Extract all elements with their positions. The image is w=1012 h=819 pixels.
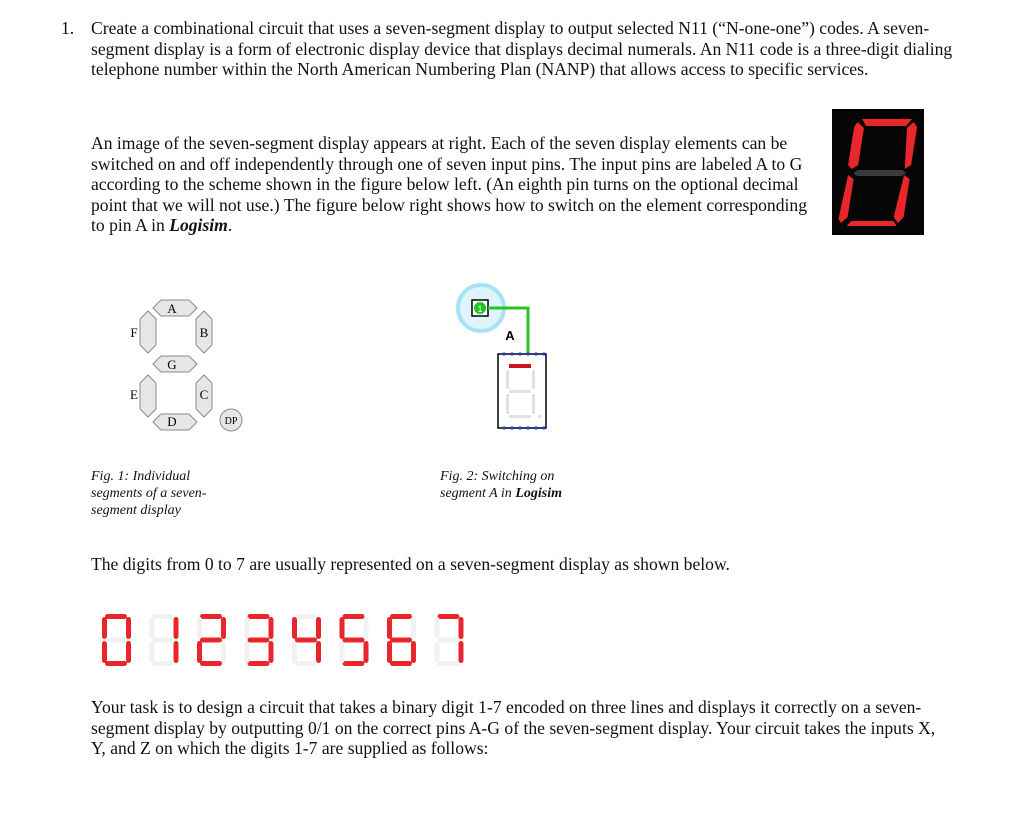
digit-7-segment-b	[459, 617, 464, 639]
segment-label-dp: DP	[224, 416, 238, 427]
paragraph-intro: Create a combinational circuit that uses a seven-segment display to output selected N11 (“N-one-one”) codes. A seven-segment display is a form of electronic display device that displays decimal numerals. An N11 code is a three-digit dialing telephone number within the North American Numbering Plan (NANP) that allows access to specific services.	[91, 18, 953, 79]
digit-3-segment-g	[248, 638, 270, 643]
paragraph-text: An image of the seven-segment display appears at right. Each of the seven display elements can be switched on and off independently through one of seven input pins. The input pins are labeled A to G according to the scheme shown in the figure below left. (An eighth pin turns on the optional decimal point that we will not use.) The figure below right shows how to switch on the element corresponding to pin A in	[91, 133, 808, 235]
seven-segment-photo	[832, 109, 924, 235]
digit-3-segment-d	[248, 661, 270, 666]
digit-7-segment-a	[438, 614, 460, 619]
digit-5-segment-c	[364, 641, 369, 663]
digit-2-segment-g	[200, 638, 222, 643]
paragraph-end: .	[227, 215, 233, 235]
digit-1-segment-a	[153, 614, 175, 619]
digits-strip	[100, 610, 480, 670]
digit-4-segment-c	[316, 641, 321, 663]
digit-1	[150, 614, 179, 666]
digit-2	[197, 614, 226, 666]
digit-2-segment-f	[197, 617, 202, 639]
digit-7-segment-e	[435, 641, 440, 663]
segment-label-f: F	[130, 325, 138, 340]
digit-7-segment-d	[438, 661, 460, 666]
digit-3-segment-c	[269, 641, 274, 663]
digit-3-segment-a	[248, 614, 270, 619]
paragraph-display-description	[91, 133, 821, 236]
digit-3-segment-f	[245, 617, 250, 639]
fig2-caption-text: Fig. 2: Switching on segment A in	[440, 469, 555, 501]
digit-5	[340, 614, 369, 666]
digit-6	[387, 614, 416, 666]
digit-1-segment-f	[150, 617, 155, 639]
digit-4-segment-e	[292, 641, 297, 663]
digit-5-segment-b	[364, 617, 369, 639]
digit-3-segment-b	[269, 617, 274, 639]
fig2-caption	[440, 468, 600, 502]
digit-4-segment-g	[295, 638, 317, 643]
digit-0-segment-f	[102, 617, 107, 639]
digit-2-segment-b	[221, 617, 226, 639]
digit-6-segment-c	[411, 641, 416, 663]
digit-2-segment-a	[200, 614, 222, 619]
digit-5-segment-a	[343, 614, 365, 619]
segment-label-b: B	[199, 325, 209, 340]
digit-0-segment-c	[126, 641, 131, 663]
digit-5-segment-g	[343, 638, 365, 643]
digit-5-segment-e	[340, 641, 345, 663]
digit-0	[102, 614, 131, 666]
digit-4-segment-a	[295, 614, 317, 619]
digit-4-segment-f	[292, 617, 297, 639]
digit-3	[245, 614, 274, 666]
digit-3-segment-e	[245, 641, 250, 663]
digit-0-segment-a	[105, 614, 127, 619]
digit-0-segment-b	[126, 617, 131, 639]
digit-2-segment-e	[197, 641, 202, 663]
digit-5-segment-f	[340, 617, 345, 639]
digit-4-segment-d	[295, 661, 317, 666]
pin-a-label: A	[505, 328, 515, 343]
digit-4-segment-b	[316, 617, 321, 639]
digit-1-segment-c	[174, 641, 179, 663]
digit-5-segment-d	[343, 661, 365, 666]
digit-2-segment-d	[200, 661, 222, 666]
digit-6-segment-a	[390, 614, 412, 619]
digit-6-segment-b	[411, 617, 416, 639]
digit-2-segment-c	[221, 641, 226, 663]
segment-label-g: G	[167, 357, 177, 372]
digit-4	[292, 614, 321, 666]
segment-label-e: E	[130, 387, 138, 402]
task-paragraph: Your task is to design a circuit that takes a binary digit 1-7 encoded on three lines and displays it correctly on a seven-segment display by outputting 0/1 on the correct pins A-G of the seven-segment display. Your circuit takes the inputs X, Y, and Z on which the digits 1-7 are supplied as follows:	[91, 697, 936, 758]
digit-6-segment-f	[387, 617, 392, 639]
fig2-caption-emphasis: Logisim	[515, 486, 562, 501]
digit-0-segment-d	[105, 661, 127, 666]
digit-6-segment-e	[387, 641, 392, 663]
fig2-logisim-diagram	[452, 282, 562, 432]
input-pin-value: 1	[477, 304, 483, 314]
digit-1-segment-g	[153, 638, 175, 643]
digits-intro: The digits from 0 to 7 are usually represented on a seven-segment display as shown below.	[91, 554, 730, 574]
digit-1-segment-e	[150, 641, 155, 663]
fig1-caption: Fig. 1: Individual segments of a seven-segment display	[91, 469, 207, 518]
digit-7	[435, 614, 464, 666]
digit-6-segment-g	[390, 638, 412, 643]
segment-label-d: D	[167, 414, 177, 429]
fig1-segment-diagram	[124, 296, 248, 436]
digit-0-segment-g	[105, 638, 127, 643]
segment-label-c: C	[199, 387, 209, 402]
digit-0-segment-e	[102, 641, 107, 663]
digit-7-segment-g	[438, 638, 460, 643]
item-number: 1.	[61, 18, 75, 38]
digit-7-segment-f	[435, 617, 440, 639]
logisim-emphasis: Logisim	[169, 215, 228, 235]
digit-6-segment-d	[390, 661, 412, 666]
digit-1-segment-d	[153, 661, 175, 666]
digit-7-segment-c	[459, 641, 464, 663]
digit-1-segment-b	[174, 617, 179, 639]
segment-label-a: A	[167, 301, 177, 316]
